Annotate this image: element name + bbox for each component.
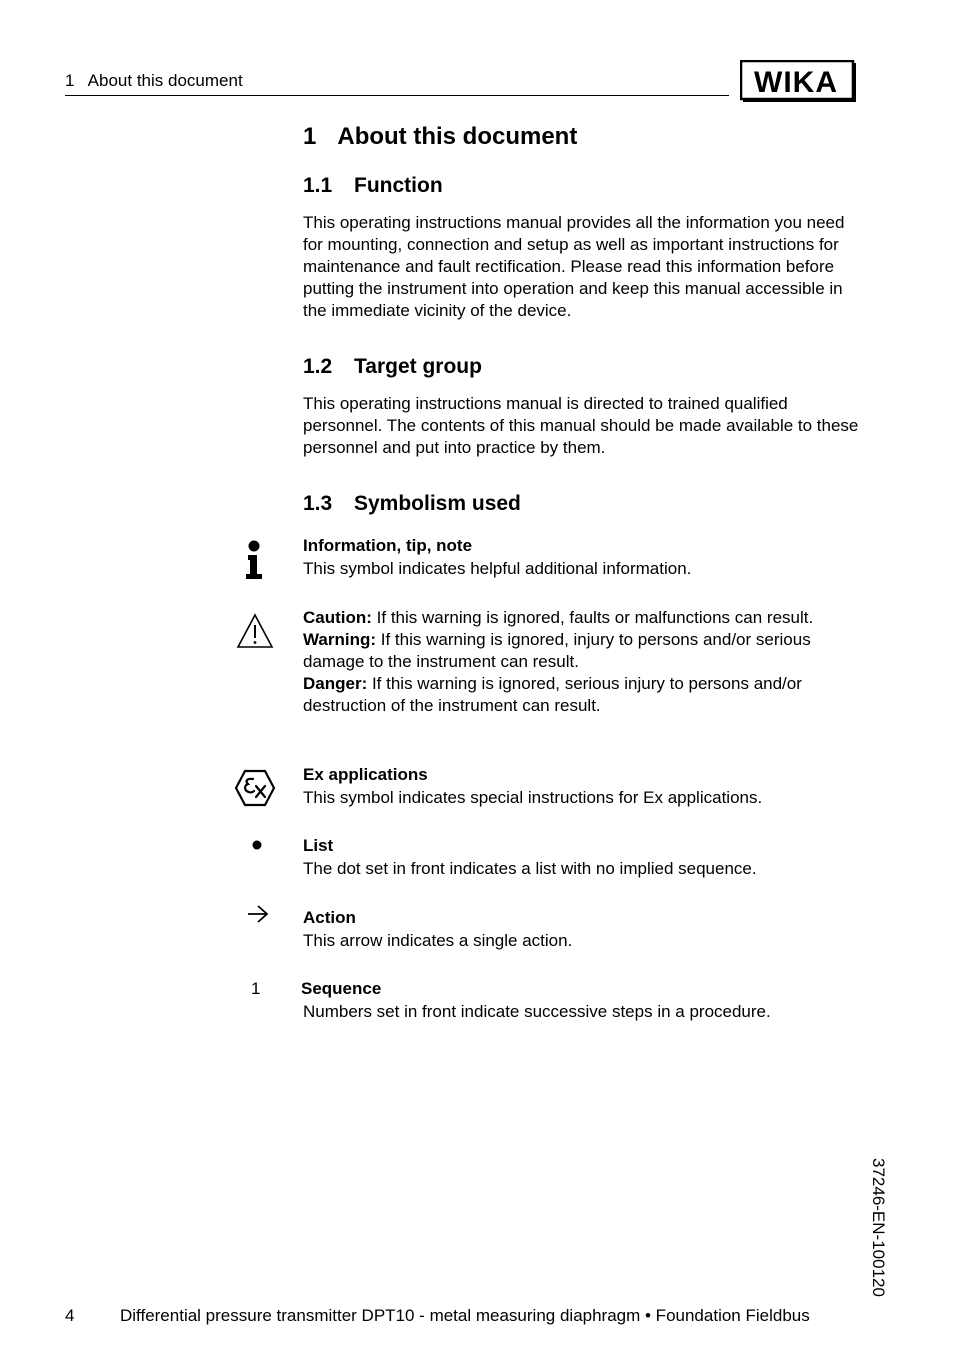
warning-label: Warning: [303, 630, 377, 649]
section-number: 1.3 [303, 492, 333, 515]
page-number: 4 [65, 1306, 75, 1325]
caution-label: Caution: [303, 608, 372, 627]
section-title: Symbolism used [354, 492, 521, 515]
section-number: 1.1 [303, 174, 333, 197]
ex-title: Ex applications [303, 765, 428, 784]
warning-triangle-icon [236, 613, 274, 649]
action-text: This arrow indicates a single action. [303, 931, 573, 950]
info-text: This symbol indicates helpful additional information. [303, 559, 692, 578]
chapter-title [303, 123, 577, 151]
sequence-marker: 1 [251, 979, 261, 998]
sequence-title: Sequence [301, 979, 382, 998]
running-header: 1 About this document [65, 71, 243, 90]
warning-text: If this warning is ignored, injury to persons and/or serious damage to the instrument can result. [303, 630, 811, 671]
caution-text: If this warning is ignored, faults or malfunctions can result. [371, 608, 814, 627]
info-title: Information, tip, note [303, 536, 473, 555]
section-title: Target group [354, 355, 482, 378]
document-id: 37246-EN-100120 [869, 1158, 888, 1297]
warning-line [303, 629, 863, 673]
caution-line [303, 607, 863, 629]
warning-block [303, 607, 863, 717]
sequence-text: Numbers set in front indicate successive steps in a procedure. [303, 1002, 771, 1021]
action-title: Action [303, 908, 356, 927]
ex-text: This symbol indicates special instructions for Ex applications. [303, 788, 763, 807]
footer-text: Differential pressure transmitter DPT10 - metal measuring diaphragm • Foundation Fieldbus [120, 1306, 810, 1325]
info-icon [244, 540, 264, 580]
function-paragraph: This operating instructions manual provides all the information you need for mounting, connection and setup as well as important instructions for maintenance and fault rectification. Please read this information before putting the instrument into operation and keep this manual accessible in the immediate vicinity of the device. [303, 213, 845, 320]
arrow-right-icon [247, 904, 269, 924]
section-heading-target-group [303, 355, 482, 379]
list-title: List [303, 836, 334, 855]
bullet-icon [252, 840, 262, 850]
section-title: Function [354, 174, 443, 197]
chapter-title-text: About this document [337, 123, 578, 150]
chapter-number: 1 [303, 123, 317, 150]
danger-text: If this warning is ignored, serious injury to persons and/or destruction of the instrument can result. [303, 674, 802, 715]
ex-hexagon-icon [234, 769, 276, 807]
list-text: The dot set in front indicates a list with no implied sequence. [303, 859, 757, 878]
target-group-paragraph: This operating instructions manual is directed to trained qualified personnel. The contents of this manual should be made available to these personnel and put into practice by them. [303, 394, 859, 457]
header-rule [65, 95, 729, 96]
wika-logo [740, 60, 857, 102]
logo-text: WIKA [754, 66, 838, 99]
section-heading-symbolism [303, 492, 521, 516]
danger-line [303, 673, 863, 717]
section-heading-function [303, 174, 443, 198]
danger-label: Danger: [303, 674, 368, 693]
section-number: 1.2 [303, 355, 333, 378]
